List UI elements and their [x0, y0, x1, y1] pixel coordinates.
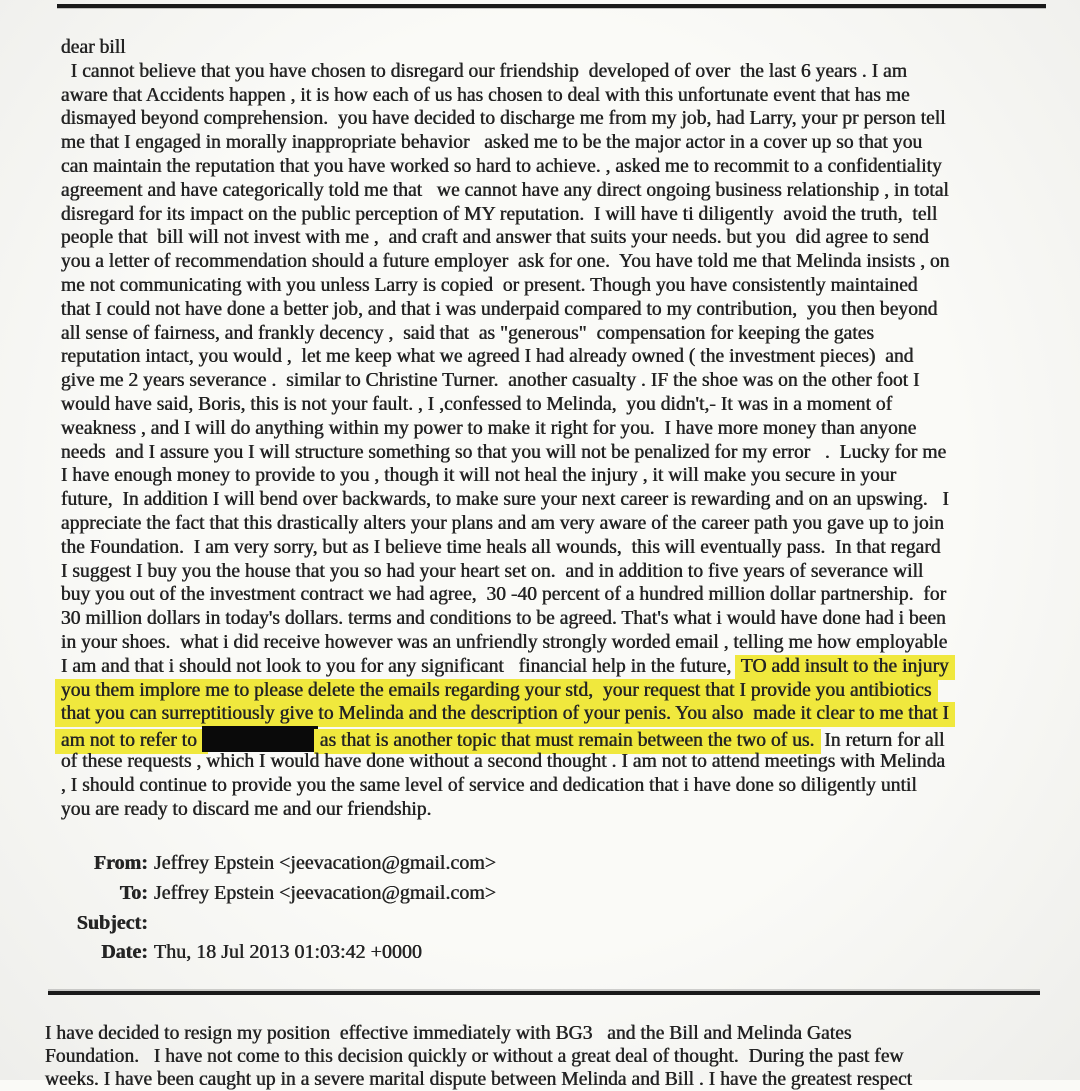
- letter-line: [61, 84, 1019, 108]
- letter-body: [61, 36, 1019, 821]
- letter-line: [61, 488, 1019, 512]
- letter-text: me not communicating with you unless Larry is copied or present. Though you have consistently maintained: [61, 274, 918, 296]
- letter-text: appreciate the fact that this drastically alters your plans and am very aware of the career path you gave up to join: [61, 512, 944, 534]
- letter-text: you a letter of recommendation should a future employer ask for one. You have told me that Melinda insists , on: [61, 251, 950, 273]
- letter-text: disregard for its impact on the public perception of MY reputation. I will have ti diligently avoid the truth, tell: [61, 203, 938, 225]
- letter-text: you are ready to discard me and our friendship.: [61, 798, 432, 820]
- footer-line: weeks. I have been caught up in a severe marital dispute between Melinda and Bill . I have the greatest respect: [45, 1068, 913, 1090]
- letter-text: In return for all: [814, 730, 945, 752]
- letter-text: me that I engaged in morally inappropriate behavior asked me to be the major actor in a cover up so that you: [61, 132, 923, 154]
- section-divider-rule: [48, 991, 1040, 995]
- email-header-label-to: To:: [119, 881, 148, 904]
- letter-text: would have said, Boris, this is not your fault. , I ,confessed to Melinda, you didn't,- It was in a moment of: [61, 393, 893, 415]
- email-header-row-to: [60, 879, 496, 909]
- letter-line: [61, 726, 1019, 750]
- letter-line: [61, 560, 1019, 584]
- letter-line: [61, 512, 1019, 536]
- letter-line: [61, 583, 1019, 607]
- resignation-paragraph: [45, 1023, 1045, 1091]
- letter-line: [61, 60, 1019, 84]
- email-header-row-from: [60, 849, 496, 879]
- letter-text: , I should continue to provide you the same level of service and dedication that i have done so diligently until: [61, 774, 917, 796]
- email-header-label-subject: Subject:: [76, 911, 148, 934]
- letter-text: I have enough money to provide to you , though it will not heal the injury , it will make you secure in your: [61, 465, 897, 487]
- letter-text: can maintain the reputation that you have worked so hard to achieve. , asked me to recommit to a confidentiality: [61, 155, 942, 177]
- letter-line: [61, 298, 1019, 322]
- letter-text: that I could not have done a better job, and that i was underpaid compared to my contribution, you then beyond: [61, 298, 938, 320]
- letter-text: reputation intact, you would , let me keep what we agreed I had already owned ( the investment pieces) and: [61, 346, 914, 368]
- letter-line: [61, 274, 1019, 298]
- letter-text: of these requests , which I would have done without a second thought . I am not to attend meetings with Melinda: [61, 750, 946, 772]
- letter-line: [61, 107, 1019, 131]
- letter-line: [61, 155, 1019, 179]
- letter-text: give me 2 years severance . similar to Christine Turner. another casualty . IF the shoe was on the other foot I: [61, 370, 920, 392]
- highlighted-text: TO add insult to the injury: [741, 655, 949, 680]
- email-header-value-subject: [148, 912, 154, 934]
- email-header-row-date: [60, 938, 496, 968]
- letter-line: [61, 464, 1019, 488]
- highlighted-text: that you can surreptitiously give to Melinda and the description of your penis. You also made it clear to me that I: [61, 702, 949, 727]
- letter-line: [61, 417, 1019, 441]
- letter-text: the Foundation. I am very sorry, but as I believe time heals all wounds, this will eventually pass. In that regard: [61, 536, 941, 558]
- letter-line: [61, 250, 1019, 274]
- email-header-row-subject: [60, 909, 496, 939]
- letter-line: [61, 798, 1019, 822]
- top-horizontal-rule: [57, 4, 1046, 8]
- letter-line: [61, 607, 1019, 631]
- footer-line: I have decided to resign my position effective immediately with BG3 and the Bill and Melinda Gates: [45, 1023, 852, 1044]
- letter-line: [61, 322, 1019, 346]
- letter-line: [61, 774, 1019, 798]
- letter-text: in your shoes. what i did receive however was an unfriendly strongly worded email , telling me how employable: [61, 631, 948, 653]
- letter-text: 30 million dollars in today's dollars. terms and conditions to be agreed. That's what i would have done had i been: [61, 608, 946, 630]
- letter-line: [61, 393, 1019, 417]
- letter-text: buy you out of the investment contract we had agree, 30 -40 percent of a hundred million dollar partnership. for: [61, 584, 947, 606]
- footer-line: Foundation. I have not come to this decision quickly or without a great deal of thought. During the past few: [45, 1045, 904, 1067]
- letter-line: [61, 536, 1019, 560]
- highlighted-text: am not to refer to: [61, 729, 202, 754]
- letter-line: [61, 750, 1019, 774]
- letter-text: needs and I assure you I will structure something so that you will not be penalized for my error . Lucky for me: [61, 441, 947, 463]
- letter-text: weakness , and I will do anything within my power to make it right for you. I have more money than anyone: [61, 417, 917, 439]
- email-header-label-date: Date:: [101, 941, 148, 964]
- letter-line: [61, 226, 1019, 250]
- letter-line: [61, 179, 1019, 203]
- letter-line: [61, 131, 1019, 155]
- letter-salutation: dear bill: [61, 37, 126, 58]
- highlighted-text: as that is another topic that must remain between the two of us.: [320, 729, 815, 754]
- email-header-value-from: Jeffrey Epstein <jeevacation@gmail.com>: [154, 852, 497, 874]
- letter-line: [61, 679, 1019, 703]
- highlighted-text: you them implore me to please delete the emails regarding your std, your request that I provide you antibiotics: [61, 679, 932, 704]
- letter-text: I suggest I buy you the house that you so had your heart set on. and in addition to five years of severance will: [61, 560, 924, 582]
- letter-line: [61, 702, 1019, 726]
- email-header-label-from: From:: [93, 852, 148, 874]
- email-header-value-to: Jeffrey Epstein <jeevacation@gmail.com>: [154, 881, 497, 904]
- email-headers: [60, 849, 496, 968]
- redaction-bar: [202, 726, 318, 752]
- email-header-value-date: Thu, 18 Jul 2013 01:03:42 +0000: [154, 941, 422, 964]
- letter-line: [61, 655, 1019, 679]
- letter-line: [61, 203, 1019, 227]
- letter-text: agreement and have categorically told me that we cannot have any direct ongoing business relationship , in total: [61, 179, 949, 201]
- letter-text: I am and that i should not look to you for any significant financial help in the future,: [61, 655, 741, 677]
- letter-line: [61, 369, 1019, 393]
- letter-text: I cannot believe that you have chosen to disregard our friendship developed of over the last 6 years . I am: [61, 60, 908, 82]
- letter-line: [61, 441, 1019, 465]
- letter-line: [61, 631, 1019, 655]
- letter-text: aware that Accidents happen , it is how each of us has chosen to deal with this unfortunate event that has me: [61, 84, 910, 106]
- letter-text: people that bill will not invest with me , and craft and answer that suits your needs. but you did agree to send: [61, 227, 929, 249]
- letter-text: future, In addition I will bend over backwards, to make sure your next career is rewarding and on an upswing. I: [61, 489, 949, 511]
- letter-text: dismayed beyond comprehension. you have decided to discharge me from my job, had Larry, your pr person tell: [61, 108, 946, 130]
- letter-text: all sense of fairness, and frankly decency , said that as "generous" compensation for keeping the gates: [61, 322, 875, 344]
- letter-line: [61, 345, 1019, 369]
